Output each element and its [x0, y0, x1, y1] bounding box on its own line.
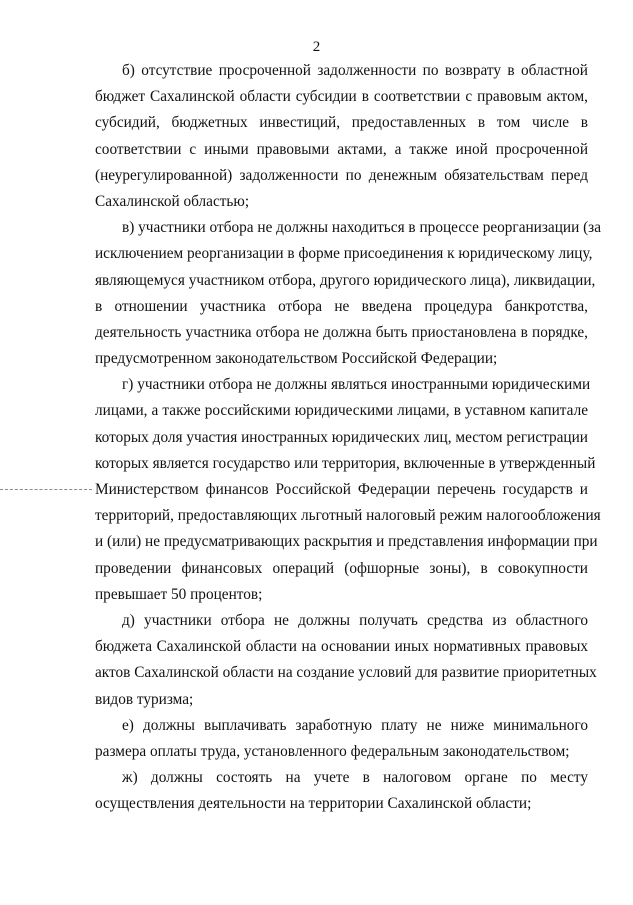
text-line: в отношении участника отбора не введена процедура банкротства,	[95, 297, 588, 315]
text-line: соответствии с иными правовыми актами, а также иной просроченной	[95, 140, 588, 158]
text-line: территорий, предоставляющих льготный налоговый режим налогообложения	[95, 507, 601, 525]
text-line: которых является государство или территория, включенные в утвержденный	[95, 454, 596, 472]
text-line: являющемуся участником отбора, другого юридического лица), ликвидации,	[95, 271, 596, 289]
text-line: видов туризма;	[95, 690, 194, 708]
text-line: размера оплаты труда, установленного федеральным законодательством;	[95, 742, 570, 760]
paragraph-v	[95, 215, 602, 372]
text-line: бюджета Сахалинской области на основании иных нормативных правовых	[95, 638, 588, 656]
paragraph-g	[95, 372, 601, 608]
paragraph-b	[95, 58, 588, 215]
text-line: г) участники отбора не должны являться иностранными юридическими	[122, 376, 591, 394]
text-line: д) участники отбора не должны получать средства из областного	[122, 611, 588, 629]
text-line: предусмотренном законодательством Российской Федерации;	[95, 350, 498, 368]
text-line: осуществления деятельности на территории Сахалинской области;	[95, 795, 532, 813]
text-line: превышает 50 процентов;	[95, 585, 263, 603]
text-line: (неурегулированной) задолженности по денежным обязательствам перед	[95, 166, 588, 184]
text-line: актов Сахалинской области на создание условий для развитие приоритетных	[95, 664, 597, 682]
paragraph-e	[95, 713, 588, 765]
text-line: деятельность участника отбора не должна быть приостановлена в порядке,	[95, 323, 588, 341]
margin-dash-mark	[0, 489, 92, 490]
text-line: Министерством финансов Российской Федерации перечень государств и	[95, 481, 588, 498]
text-line: б) отсутствие просроченной задолженности по возврату в областной	[122, 62, 588, 79]
text-line: лицами, а также российскими юридическими лицами, в уставном капитале	[95, 402, 588, 420]
paragraph-zh	[95, 765, 588, 817]
text-line: в) участники отбора не должны находиться в процессе реорганизации (за	[122, 219, 602, 237]
page-number: 2	[312, 39, 321, 55]
text-line: и (или) не предусматривающих раскрытия и представления информации при	[95, 533, 598, 551]
text-line: е) должны выплачивать заработную плату не ниже минимального	[122, 716, 588, 734]
text-line: которых доля участия иностранных юридических лиц, местом регистрации	[95, 428, 588, 446]
text-line: субсидий, бюджетных инвестиций, предоставленных в том числе в	[95, 114, 588, 132]
text-line: бюджет Сахалинской области субсидии в соответствии с правовым актом,	[95, 88, 588, 106]
text-line: проведении финансовых операций (офшорные зоны), в совокупности	[95, 559, 588, 577]
document-body	[95, 58, 602, 817]
text-line: ж) должны состоять на учете в налоговом органе по месту	[122, 769, 588, 787]
text-line: Сахалинской областью;	[95, 192, 250, 210]
text-line: исключением реорганизации в форме присоединения к юридическому лицу,	[95, 245, 593, 263]
paragraph-d	[95, 608, 597, 713]
